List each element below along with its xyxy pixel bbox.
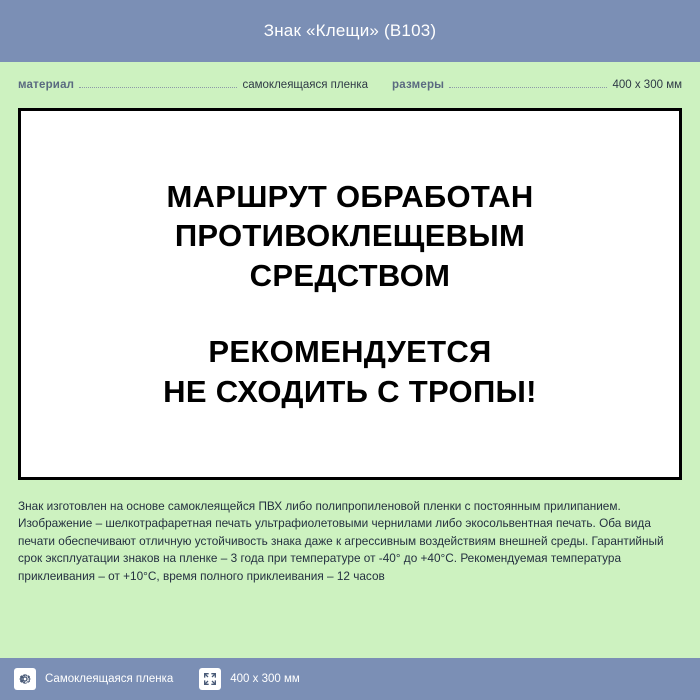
spec-material-label: материал xyxy=(18,79,75,91)
footer-size-item xyxy=(199,668,300,690)
footer-material-item xyxy=(14,668,173,690)
footer-size-label: 400 x 300 мм xyxy=(230,673,300,685)
sign-preview-wrapper xyxy=(0,108,700,480)
sign-line-1: МАРШРУТ ОБРАБОТАН xyxy=(166,178,534,214)
spec-material-dots xyxy=(79,87,237,88)
sign-preview xyxy=(18,108,682,480)
resize-arrows-icon xyxy=(199,668,221,690)
spec-size-dots xyxy=(449,87,607,88)
page-header xyxy=(0,0,700,62)
sign-line-3: СРЕДСТВОМ xyxy=(249,258,451,294)
specification-bar xyxy=(0,62,700,108)
spec-material-value: самоклеящаяся пленка xyxy=(242,79,369,91)
spec-size xyxy=(392,79,682,91)
sign-line-5: НЕ СХОДИТЬ С ТРОПЫ! xyxy=(163,373,537,409)
page-footer xyxy=(0,658,700,700)
page-title: Знак «Клещи» (B103) xyxy=(263,21,437,40)
product-description: Знак изготовлен на основе самоклеящейся ПВХ либо полипропиленовой пленки с постоянным прилипанием. Изображение – шелкотрафаретная печать ультрафиолетовыми чернилами либо экосольвентная печать. Оба вида печати обеспечивают отличную устойчивость знака даже к агрессивным воздействиям внешней среды. Гарантийный срок эксплуатации знаков на пленке – 3 года при температуре от -40° до +40°C. Рекомендуемая температура приклеивания – от +10°C, время полного приклеивания – 12 часов xyxy=(18,499,664,583)
footer-material-label: Самоклеящаяся пленка xyxy=(45,673,174,685)
spec-material xyxy=(18,79,368,91)
sign-line-4: РЕКОМЕНДУЕТСЯ xyxy=(208,333,492,369)
gear-icon xyxy=(14,668,36,690)
spec-size-label: размеры xyxy=(392,79,445,91)
sign-line-2: ПРОТИВОКЛЕЩЕВЫМ xyxy=(174,218,526,254)
spec-size-value: 400 x 300 мм xyxy=(612,79,683,91)
